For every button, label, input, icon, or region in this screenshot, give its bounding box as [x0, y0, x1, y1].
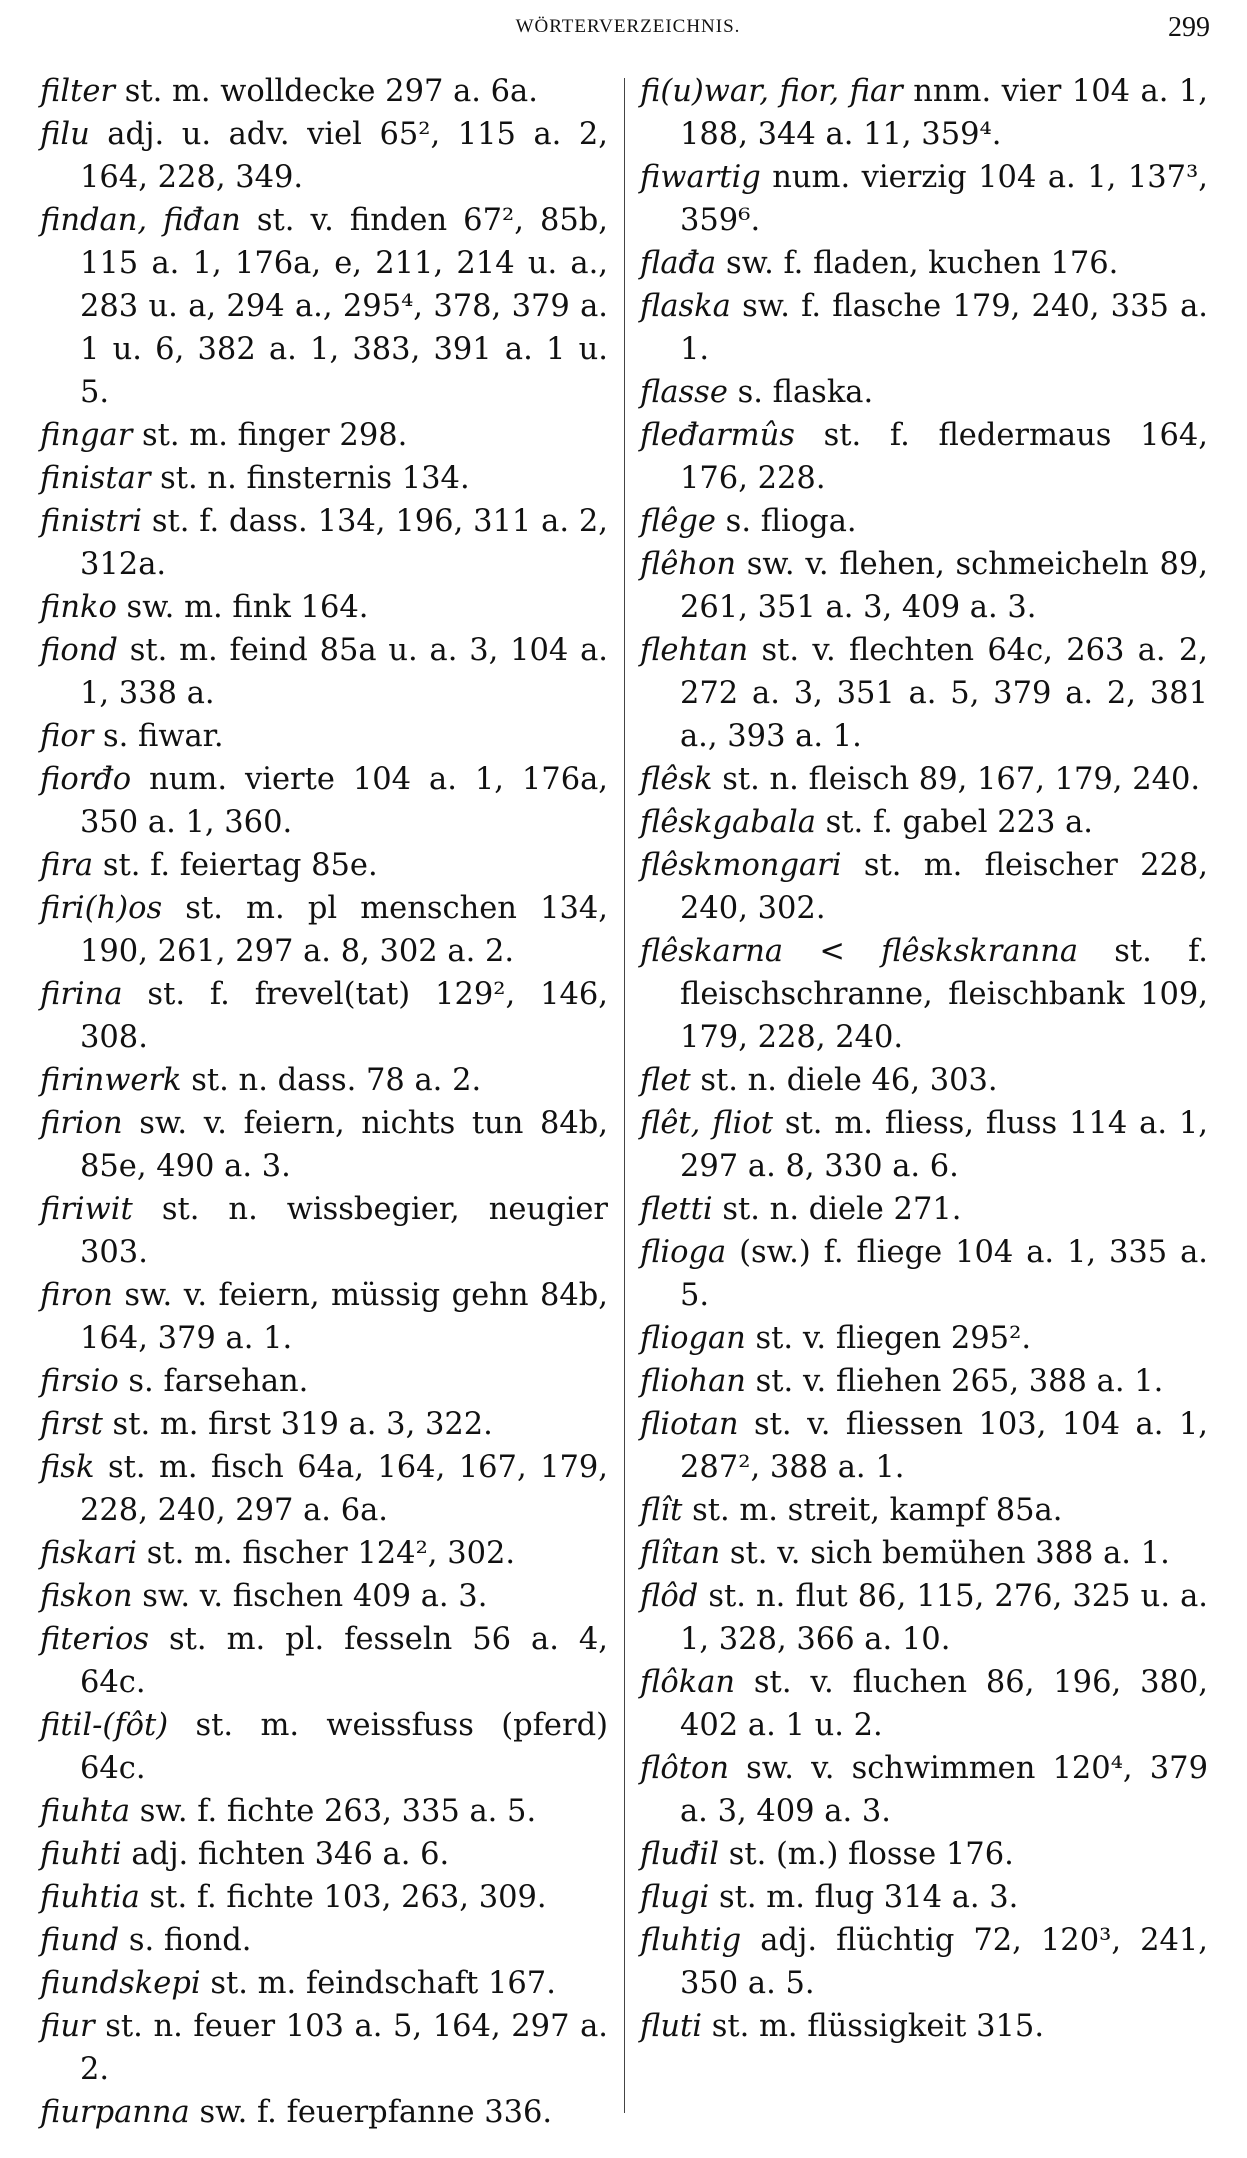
- right-column: [640, 70, 1208, 2048]
- entry-headword: fisk: [40, 1450, 95, 1485]
- entry-definition: sw. f. fladen, kuchen 176.: [725, 246, 1119, 281]
- entry-definition: s. fiwar.: [103, 719, 224, 754]
- entry-definition: st. v. fliehen 265, 388 a. 1.: [755, 1364, 1164, 1399]
- entry-definition: st. f. feiertag 85e.: [102, 848, 378, 883]
- entry-definition: (sw.) f. fliege 104 a. 1, 335 a. 5.: [680, 1235, 1209, 1313]
- dictionary-entry: [640, 2005, 1208, 2048]
- entry-definition: sw. v. fischen 409 a. 3.: [142, 1579, 488, 1614]
- entry-definition: st. m. finger 298.: [141, 418, 408, 453]
- dictionary-entry: [40, 414, 608, 457]
- entry-headword: fiur: [40, 2009, 95, 2044]
- entry-definition: st. v. fliessen 103, 104 a. 1, 287², 388 a. 1.: [680, 1407, 1208, 1485]
- entry-definition: st. m. fliess, fluss 114 a. 1, 297 a. 8, 330 a. 6.: [680, 1106, 1208, 1184]
- entry-definition: st. m. first 319 a. 3, 322.: [112, 1407, 493, 1442]
- entry-headword: fliogan: [640, 1321, 746, 1356]
- entry-definition: st. m. feindschaft 167.: [210, 1966, 556, 2001]
- entry-definition: st. v. fluchen 86, 196, 380, 402 a. 1 u. 2.: [680, 1665, 1208, 1743]
- entry-definition: st. (m.) flosse 176.: [728, 1837, 1014, 1872]
- entry-definition: st. n. diele 271.: [722, 1192, 962, 1227]
- entry-definition: st. m. wolldecke 297 a. 6a.: [124, 74, 538, 109]
- entry-definition: st. f. gabel 223 a.: [825, 805, 1094, 840]
- entry-headword: fliotan: [640, 1407, 739, 1442]
- entry-headword: fi(u)war, fior, fiar: [640, 74, 903, 109]
- dictionary-entry: [640, 500, 1208, 543]
- entry-headword: fingar: [40, 418, 133, 453]
- entry-headword: filter: [40, 74, 115, 109]
- entry-definition: st. n. finsternis 134.: [160, 461, 470, 496]
- dictionary-entry: [40, 1790, 608, 1833]
- entry-definition: nnm. vier 104 a. 1, 188, 344 a. 11, 359⁴.: [680, 74, 1208, 152]
- dictionary-entry: [640, 285, 1208, 371]
- dictionary-entry: [40, 1532, 608, 1575]
- dictionary-entry: [640, 801, 1208, 844]
- dictionary-entry: [40, 1618, 608, 1704]
- entry-headword: fiuhtia: [40, 1880, 140, 1915]
- dictionary-entry: [640, 1833, 1208, 1876]
- entry-headword: fiskari: [40, 1536, 137, 1571]
- entry-definition: st. m. weissfuss (pferd) 64c.: [80, 1708, 608, 1786]
- entry-headword: fiund: [40, 1923, 120, 1958]
- entry-headword: flêskarna < flêskskranna: [640, 934, 1079, 969]
- entry-headword: finistri: [40, 504, 142, 539]
- entry-definition: st. v. flechten 64c, 263 a. 2, 272 a. 3, 351 a. 5, 379 a. 2, 381 a., 393 a. 1.: [680, 633, 1208, 754]
- entry-headword: filu: [40, 117, 90, 152]
- dictionary-entry: [40, 1446, 608, 1532]
- entry-definition: st. n. diele 46, 303.: [700, 1063, 998, 1098]
- entry-headword: fiuhta: [40, 1794, 131, 1829]
- dictionary-entry: [40, 199, 608, 414]
- dictionary-entry: [40, 2005, 608, 2091]
- entry-headword: firi(h)os: [40, 891, 163, 926]
- entry-headword: first: [40, 1407, 103, 1442]
- dictionary-entry: [40, 629, 608, 715]
- entry-headword: flît: [640, 1493, 683, 1528]
- dictionary-entry: [40, 2091, 608, 2134]
- entry-headword: firsio: [40, 1364, 119, 1399]
- entry-headword: flêhon: [640, 547, 737, 582]
- dictionary-entry: [40, 457, 608, 500]
- entry-headword: flôkan: [640, 1665, 736, 1700]
- entry-headword: flaska: [640, 289, 731, 324]
- dictionary-entry: [640, 1317, 1208, 1360]
- entry-headword: fiurpanna: [40, 2095, 190, 2130]
- entry-definition: st. n. wissbegier, neugier 303.: [80, 1192, 609, 1270]
- entry-definition: sw. m. fink 164.: [126, 590, 369, 625]
- entry-headword: fiuhti: [40, 1837, 122, 1872]
- page-title: WÖRTERVERZEICHNIS.: [515, 16, 741, 37]
- dictionary-entry: [640, 1876, 1208, 1919]
- dictionary-entry: [40, 887, 608, 973]
- entry-headword: fluti: [640, 2009, 702, 2044]
- dictionary-entry: [40, 586, 608, 629]
- entry-definition: st. m. feind 85a u. a. 3, 104 a. 1, 338 a.: [80, 633, 608, 711]
- page-header: [40, 14, 1216, 54]
- entry-headword: fira: [40, 848, 94, 883]
- entry-definition: st. n. fleisch 89, 167, 179, 240.: [722, 762, 1201, 797]
- dictionary-entry: [640, 1231, 1208, 1317]
- entry-headword: fiond: [40, 633, 118, 668]
- entry-definition: st. n. dass. 78 a. 2.: [191, 1063, 482, 1098]
- dictionary-entry: [640, 1059, 1208, 1102]
- entry-definition: st. m. fischer 124², 302.: [146, 1536, 516, 1571]
- dictionary-entry: [640, 414, 1208, 500]
- entry-definition: num. vierte 104 a. 1, 176a, 350 a. 1, 360.: [80, 762, 608, 840]
- dictionary-entry: [40, 1833, 608, 1876]
- entry-definition: st. f. frevel(tat) 129², 146, 308.: [80, 977, 608, 1055]
- entry-definition: sw. v. flehen, schmeicheln 89, 261, 351 a. 3, 409 a. 3.: [680, 547, 1208, 625]
- entry-headword: flêt, fliot: [640, 1106, 773, 1141]
- entry-headword: firion: [40, 1106, 123, 1141]
- entry-headword: fleđarmûs: [640, 418, 795, 453]
- dictionary-entry: [640, 1188, 1208, 1231]
- dictionary-entry: [40, 715, 608, 758]
- dictionary-entry: [40, 1059, 608, 1102]
- entry-headword: firinwerk: [40, 1063, 182, 1098]
- entry-headword: firiwit: [40, 1192, 133, 1227]
- dictionary-entry: [640, 1575, 1208, 1661]
- left-column: [40, 70, 608, 2134]
- entry-definition: st. n. flut 86, 115, 276, 325 u. a. 1, 328, 366 a. 10.: [680, 1579, 1208, 1657]
- entry-headword: flîtan: [640, 1536, 721, 1571]
- entry-headword: finistar: [40, 461, 151, 496]
- entry-definition: st. f. fichte 103, 263, 309.: [149, 1880, 547, 1915]
- entry-definition: st. v. finden 67², 85b, 115 a. 1, 176a, e, 211, 214 u. a., 283 u. a, 294 a., 295⁴, 378, 379 a. 1 u. 6, 382 a. 1, 383, 391 a. 1 u. 5.: [80, 203, 608, 410]
- entry-headword: flioga: [640, 1235, 727, 1270]
- entry-headword: fiundskepi: [40, 1966, 201, 2001]
- dictionary-entry: [640, 1489, 1208, 1532]
- entry-headword: findan, fiđan: [40, 203, 241, 238]
- entry-definition: s. fiond.: [128, 1923, 252, 1958]
- entry-headword: flehtan: [640, 633, 749, 668]
- entry-definition: st. m. streit, kampf 85a.: [692, 1493, 1063, 1528]
- entry-headword: fluhtig: [640, 1923, 742, 1958]
- column-divider: [624, 78, 625, 2113]
- dictionary-entry: [640, 1360, 1208, 1403]
- entry-headword: fiorđo: [40, 762, 132, 797]
- entry-definition: s. flaska.: [737, 375, 874, 410]
- entry-definition: s. flioga.: [725, 504, 857, 539]
- entry-headword: flađa: [640, 246, 717, 281]
- entry-headword: finko: [40, 590, 117, 625]
- entry-headword: fitil-(fôt): [40, 1708, 169, 1743]
- entry-definition: st. v. fliegen 295².: [755, 1321, 1032, 1356]
- entry-headword: flêskmongari: [640, 848, 842, 883]
- entry-headword: flôton: [640, 1751, 729, 1786]
- dictionary-entry: [640, 1747, 1208, 1833]
- entry-definition: num. vierzig 104 a. 1, 137³, 359⁶.: [680, 160, 1208, 238]
- dictionary-entry: [40, 1876, 608, 1919]
- dictionary-entry: [40, 1575, 608, 1618]
- dictionary-entry: [640, 758, 1208, 801]
- entry-headword: fior: [40, 719, 94, 754]
- dictionary-entry: [640, 242, 1208, 285]
- entry-definition: st. f. fledermaus 164, 176, 228.: [680, 418, 1208, 496]
- page-number: 299: [1168, 12, 1210, 43]
- entry-definition: s. farsehan.: [128, 1364, 309, 1399]
- dictionary-entry: [40, 1188, 608, 1274]
- entry-headword: flugi: [640, 1880, 710, 1915]
- entry-definition: adj. u. adv. viel 65², 115 a. 2, 164, 228, 349.: [80, 117, 608, 195]
- dictionary-entry: [40, 500, 608, 586]
- entry-definition: st. m. fisch 64a, 164, 167, 179, 228, 240, 297 a. 6a.: [80, 1450, 608, 1528]
- entry-definition: st. f. fleischschranne, fleischbank 109, 179, 228, 240.: [680, 934, 1208, 1055]
- entry-headword: fliohan: [640, 1364, 746, 1399]
- entry-definition: sw. f. flasche 179, 240, 335 a. 1.: [680, 289, 1208, 367]
- dictionary-entry: [640, 1919, 1208, 2005]
- dictionary-entry: [40, 70, 608, 113]
- dictionary-entry: [40, 1274, 608, 1360]
- dictionary-entry: [40, 113, 608, 199]
- dictionary-entry: [40, 758, 608, 844]
- entry-definition: st. m. flug 314 a. 3.: [718, 1880, 1019, 1915]
- entry-definition: st. m. flüssigkeit 315.: [711, 2009, 1045, 2044]
- entry-headword: fiskon: [40, 1579, 133, 1614]
- dictionary-entry: [40, 1962, 608, 2005]
- entry-definition: st. m. pl. fesseln 56 a. 4, 64c.: [80, 1622, 608, 1700]
- dictionary-entry: [40, 1919, 608, 1962]
- dictionary-entry: [640, 1532, 1208, 1575]
- dictionary-entry: [640, 844, 1208, 930]
- dictionary-entry: [640, 930, 1208, 1059]
- entry-definition: sw. f. fichte 263, 335 a. 5.: [139, 1794, 537, 1829]
- dictionary-entry: [640, 371, 1208, 414]
- dictionary-entry: [640, 70, 1208, 156]
- dictionary-entry: [40, 1360, 608, 1403]
- dictionary-entry: [640, 1661, 1208, 1747]
- entry-headword: flêge: [640, 504, 716, 539]
- entry-headword: flôd: [640, 1579, 699, 1614]
- entry-definition: adj. flüchtig 72, 120³, 241, 350 a. 5.: [680, 1923, 1208, 2001]
- dictionary-entry: [40, 1704, 608, 1790]
- entry-headword: fluđil: [640, 1837, 720, 1872]
- dictionary-entry: [40, 1403, 608, 1446]
- entry-headword: flêskgabala: [640, 805, 816, 840]
- entry-definition: st. m. pl menschen 134, 190, 261, 297 a. 8, 302 a. 2.: [80, 891, 608, 969]
- entry-headword: flêsk: [640, 762, 713, 797]
- dictionary-entry: [40, 844, 608, 887]
- entry-headword: flasse: [640, 375, 728, 410]
- entry-definition: st. n. feuer 103 a. 5, 164, 297 a. 2.: [80, 2009, 609, 2087]
- entry-definition: sw. f. feuerpfanne 336.: [199, 2095, 553, 2130]
- dictionary-entry: [640, 629, 1208, 758]
- dictionary-entry: [640, 543, 1208, 629]
- entry-definition: st. m. fleischer 228, 240, 302.: [680, 848, 1208, 926]
- dictionary-entry: [40, 1102, 608, 1188]
- entry-definition: sw. v. feiern, nichts tun 84b, 85e, 490 a. 3.: [80, 1106, 608, 1184]
- entry-definition: st. v. sich bemühen 388 a. 1.: [729, 1536, 1170, 1571]
- dictionary-entry: [640, 1403, 1208, 1489]
- entry-headword: firina: [40, 977, 123, 1012]
- dictionary-entry: [640, 1102, 1208, 1188]
- entry-headword: fletti: [640, 1192, 713, 1227]
- entry-headword: fiwartig: [640, 160, 761, 195]
- dictionary-entry: [640, 156, 1208, 242]
- entry-headword: firon: [40, 1278, 113, 1313]
- entry-definition: sw. v. feiern, müssig gehn 84b, 164, 379 a. 1.: [80, 1278, 608, 1356]
- entry-headword: fiterios: [40, 1622, 149, 1657]
- entry-definition: sw. v. schwimmen 120⁴, 379 a. 3, 409 a. 3.: [680, 1751, 1208, 1829]
- entry-headword: flet: [640, 1063, 691, 1098]
- dictionary-entry: [40, 973, 608, 1059]
- entry-definition: st. f. dass. 134, 196, 311 a. 2, 312a.: [80, 504, 608, 582]
- entry-definition: adj. fichten 346 a. 6.: [131, 1837, 450, 1872]
